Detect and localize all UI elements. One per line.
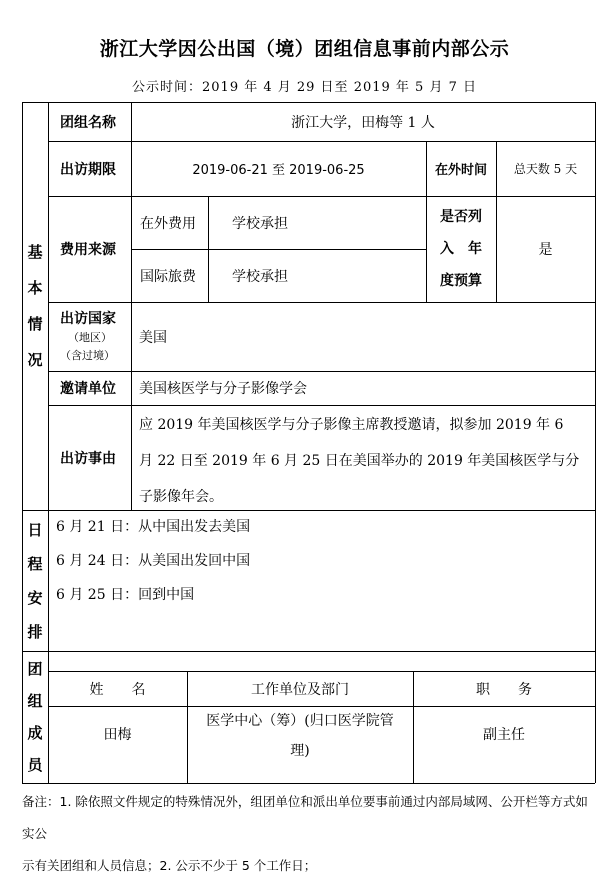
member-title: 副主任 — [483, 727, 525, 743]
funding-label-abroad: 在外费用 — [140, 215, 196, 232]
group-name-label: 团组名称 — [60, 114, 116, 131]
members-section-label: 团 组 成 员 — [27, 660, 43, 774]
country-value: 美国 — [139, 329, 167, 346]
abroad-value: 总天数 5 天 — [513, 162, 578, 176]
member-unit: 医学中心（筹）(归口医学院管 理) — [206, 713, 394, 759]
country-sub-transit: （含过境） — [60, 348, 115, 362]
budget-value: 是 — [538, 242, 553, 258]
members-header-title: 职 务 — [476, 681, 532, 698]
group-name-value: 浙江大学，田梅等 1 人 — [291, 114, 435, 131]
members-header-unit: 工作单位及部门 — [251, 681, 349, 698]
members-header-name: 姓 名 — [89, 681, 146, 698]
page-title: 浙江大学因公出国（境）团组信息事前内部公示 — [99, 38, 510, 60]
member-name: 田梅 — [103, 727, 132, 743]
footnote: 备注：1. 除依照文件规定的特殊情况外，组团单位和派出单位要事前通过内部局域网、公开栏等方式如实公 示有关团组和人员信息；2. 公示不少于 5 个工作日； — [22, 794, 588, 873]
schedule-section-label: 日 程 安 排 — [27, 520, 43, 641]
inviter-label: 邀请单位 — [60, 381, 116, 397]
period-label: 出访期限 — [60, 161, 116, 178]
purpose-text: 应 2019 年美国核医学与分子影像主席教授邀请，拟参加 2019 年 6 月 22 日至 2019 年 6 月 25 日在美国举办的 2019 年美国核医学与分 子影像年会。 — [139, 417, 580, 505]
funding-label: 费用来源 — [60, 242, 116, 258]
schedule-item: 6 月 25 日：回到中国 — [56, 587, 195, 603]
country-label: 出访国家 — [60, 310, 116, 327]
budget-label: 是否列 入 年 度预算 — [440, 209, 482, 289]
basic-section-label: 基 本 情 况 — [27, 243, 43, 369]
country-label-block — [48, 302, 131, 371]
inviter-value: 美国核医学与分子影像学会 — [139, 381, 307, 397]
schedule-item: 6 月 21 日：从中国出发去美国 — [56, 519, 251, 535]
funding-value-travel: 学校承担 — [232, 268, 288, 285]
purpose-label: 出访事由 — [60, 450, 116, 467]
schedule-item: 6 月 24 日：从美国出发回中国 — [56, 553, 251, 569]
abroad-label: 在外时间 — [434, 163, 487, 178]
notice-period: 公示时间：2019 年 4 月 29 日至 2019 年 5 月 7 日 — [132, 80, 477, 95]
funding-label-travel: 国际旅费 — [140, 268, 196, 285]
funding-value-abroad: 学校承担 — [232, 215, 288, 232]
country-sub-region: （地区） — [68, 330, 112, 344]
period-value: 2019-06-21 至 2019-06-25 — [192, 163, 365, 178]
schedule-list — [56, 510, 586, 612]
